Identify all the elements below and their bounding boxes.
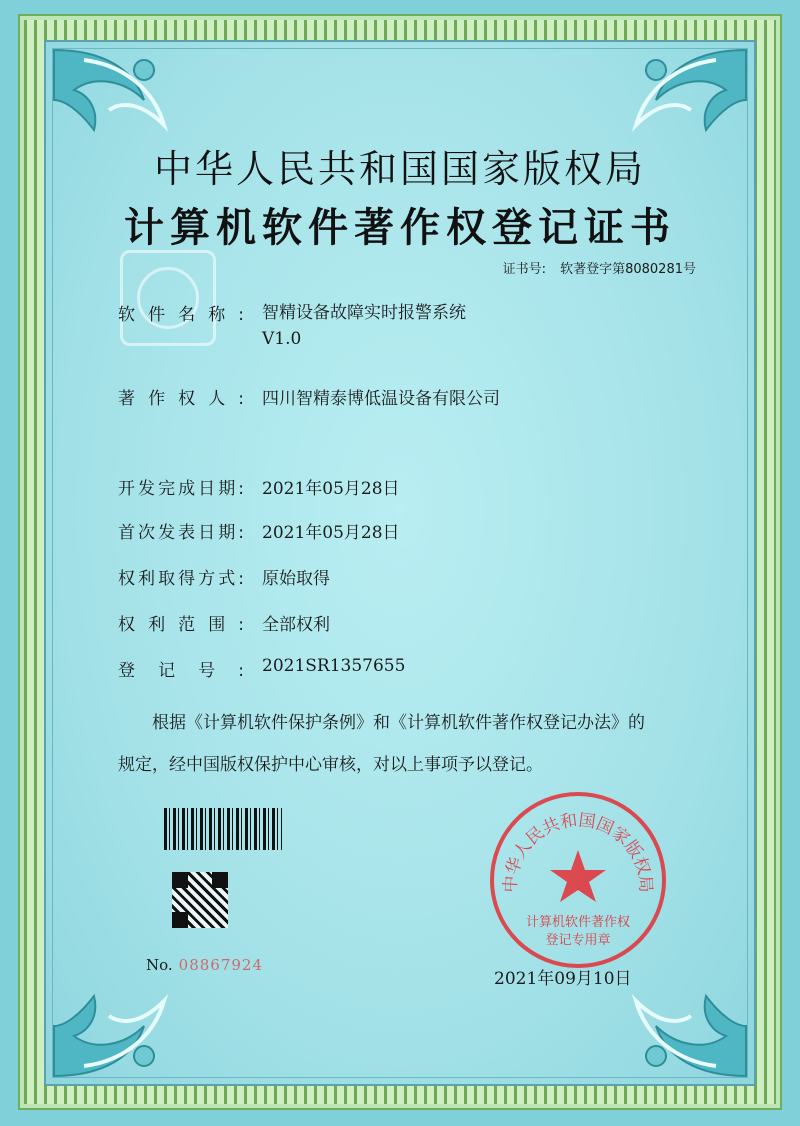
qr-code-icon bbox=[172, 872, 228, 928]
field-label: 首次发表日期: bbox=[118, 523, 244, 543]
certificate-number bbox=[503, 258, 696, 277]
field-value: 2021SR1357655 bbox=[262, 656, 406, 676]
field-value: 四川智精泰博低温设备有限公司 bbox=[262, 389, 500, 409]
field-value: 原始取得 bbox=[262, 569, 330, 589]
statement-line-2: 规定，经中国版权保护中心审核，对以上事项予以登记。 bbox=[118, 755, 543, 775]
certificate-number-value: 软著登字第8080281号 bbox=[560, 262, 696, 277]
certificate-number-label: 证书号: bbox=[502, 262, 546, 277]
corner-ornament-icon bbox=[44, 956, 194, 1086]
statement-line-1: 根据《计算机软件保护条例》和《计算机软件著作权登记办法》的 bbox=[152, 713, 645, 733]
field-label: 登记号: bbox=[118, 661, 244, 681]
serial-number bbox=[146, 956, 263, 974]
certificate-title: 计算机软件著作权登记证书 bbox=[124, 205, 676, 251]
seal-line-1: 计算机软件著作权 bbox=[525, 915, 631, 930]
field-label: 权利范围: bbox=[118, 615, 244, 635]
seal-line-2: 登记专用章 bbox=[545, 933, 611, 948]
software-name: 智精设备故障实时报警系统 bbox=[262, 303, 466, 323]
field-publish-date bbox=[118, 518, 400, 543]
field-label: 著作权人: bbox=[118, 389, 244, 409]
field-dev-date bbox=[118, 474, 400, 499]
field-value bbox=[262, 300, 466, 352]
barcode-icon bbox=[164, 808, 282, 850]
field-software-name bbox=[118, 300, 466, 352]
field-scope bbox=[118, 610, 330, 635]
software-version: V1.0 bbox=[262, 329, 302, 349]
field-owner bbox=[118, 384, 500, 409]
serial-label: No. bbox=[146, 956, 173, 974]
official-seal-icon bbox=[486, 788, 670, 972]
field-reg-no bbox=[118, 656, 405, 681]
field-value: 2021年05月28日 bbox=[262, 479, 400, 499]
field-acquire bbox=[118, 564, 330, 589]
field-value: 全部权利 bbox=[262, 615, 330, 635]
serial-value: 08867924 bbox=[178, 956, 264, 974]
authority-title: 中华人民共和国国家版权局 bbox=[153, 147, 646, 191]
field-label: 权利取得方式: bbox=[118, 569, 244, 589]
field-label: 开发完成日期: bbox=[118, 479, 244, 499]
field-value: 2021年05月28日 bbox=[262, 523, 400, 543]
issue-date: 2021年09月10日 bbox=[494, 969, 632, 989]
field-label: 软件名称: bbox=[118, 305, 244, 325]
seal-outer-text: 中华人民共和国国家版权局 bbox=[500, 810, 656, 894]
